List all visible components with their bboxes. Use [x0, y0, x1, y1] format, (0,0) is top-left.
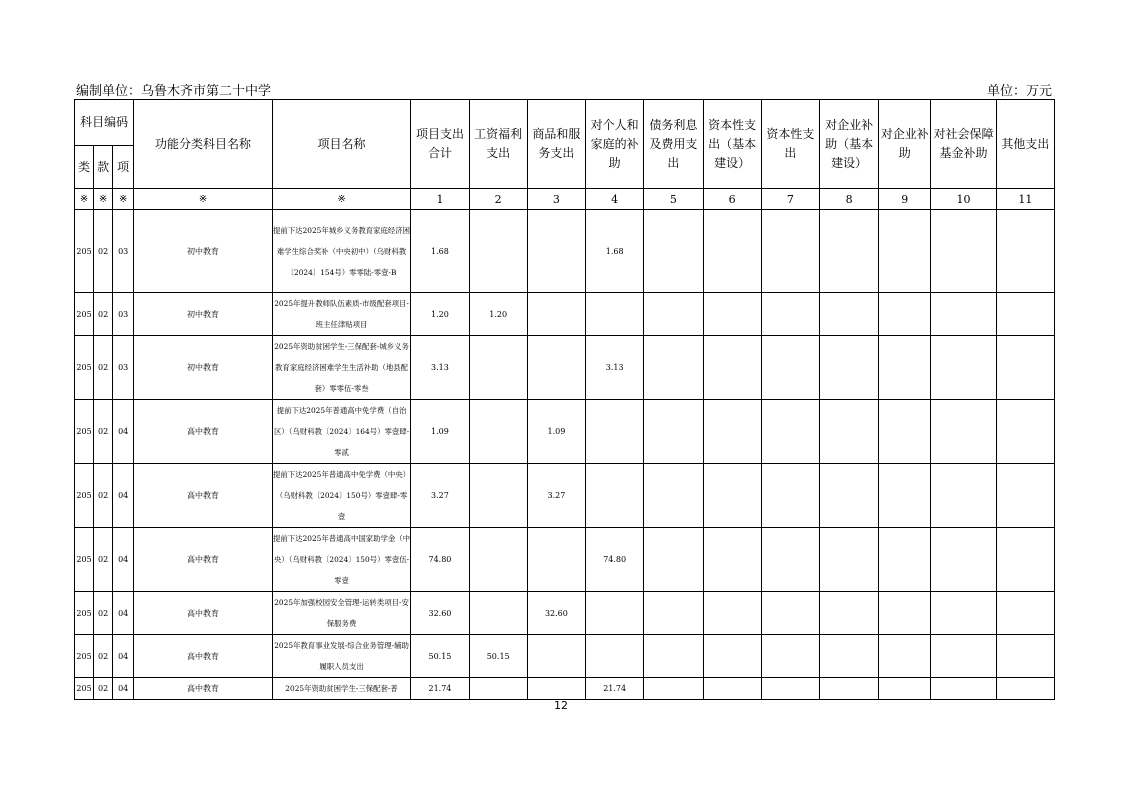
func-name-cell: 高中教育 [134, 400, 273, 464]
header-col-9: 对企业补助 [879, 100, 931, 189]
kuan-cell: 02 [94, 293, 113, 336]
xiang-cell: 04 [113, 635, 134, 678]
wage-cell [469, 528, 527, 592]
lei-cell: 205 [75, 464, 94, 528]
xiang-cell: 03 [113, 336, 134, 400]
header-col-4: 对个人和家庭的补助 [586, 100, 644, 189]
wage-cell: 1.20 [469, 293, 527, 336]
mark-cell: ※ [75, 189, 94, 210]
xiang-cell: 04 [113, 592, 134, 635]
total-cell: 3.13 [411, 336, 469, 400]
project-name-cell: 2025年提升教师队伍素质-市级配套项目-班主任津贴项目 [272, 293, 411, 336]
budget-table [74, 99, 1055, 700]
subsidy-cell: 74.80 [586, 528, 644, 592]
kuan-cell: 02 [94, 678, 113, 700]
wage-cell [469, 592, 527, 635]
index-cell: 3 [527, 189, 585, 210]
lei-cell: 205 [75, 528, 94, 592]
kuan-cell: 02 [94, 528, 113, 592]
subsidy-cell: 21.74 [586, 678, 644, 700]
project-name-cell: 提前下达2025年普通高中免学费（中央）（乌财科教〔2024〕150号）零壹肆-零壹 [272, 464, 411, 528]
wage-cell [469, 400, 527, 464]
index-cell: 7 [761, 189, 819, 210]
kuan-cell: 02 [94, 400, 113, 464]
subsidy-cell: 3.13 [586, 336, 644, 400]
lei-cell: 205 [75, 678, 94, 700]
index-cell: 2 [469, 189, 527, 210]
func-name-cell: 高中教育 [134, 635, 273, 678]
project-name-cell: 2025年教育事业发展-综合业务管理-辅助履职人员支出 [272, 635, 411, 678]
mark-cell: ※ [94, 189, 113, 210]
xiang-cell: 03 [113, 293, 134, 336]
header-col-3: 商品和服务支出 [527, 100, 585, 189]
wage-cell [469, 336, 527, 400]
project-name-cell: 2025年加强校园安全管理-运转类项目-安保服务费 [272, 592, 411, 635]
header-project-name: 项目名称 [272, 100, 411, 189]
wage-cell: 50.15 [469, 635, 527, 678]
index-cell: 6 [703, 189, 761, 210]
header-col-2: 工资福利支出 [469, 100, 527, 189]
table-row [75, 400, 1055, 464]
header-col-7: 资本性支出 [761, 100, 819, 189]
func-name-cell: 高中教育 [134, 464, 273, 528]
page-number: 12 [554, 699, 568, 712]
lei-cell: 205 [75, 635, 94, 678]
mark-cell: ※ [272, 189, 411, 210]
func-name-cell: 初中教育 [134, 336, 273, 400]
kuan-cell: 02 [94, 592, 113, 635]
xiang-cell: 04 [113, 464, 134, 528]
xiang-cell: 04 [113, 400, 134, 464]
header-col-11: 其他支出 [996, 100, 1054, 189]
project-name-cell: 提前下达2025年普通高中免学费（自治区）（乌财科教〔2024〕164号）零壹肆-零贰 [272, 400, 411, 464]
total-cell: 1.68 [411, 210, 469, 293]
kuan-cell: 02 [94, 210, 113, 293]
header-kuan: 款 [94, 146, 113, 189]
compiling-unit-label: 编制单位：乌鲁木齐市第二十中学 [76, 84, 272, 99]
table-row [75, 293, 1055, 336]
header-col-1: 项目支出合计 [411, 100, 469, 189]
index-cell: 8 [819, 189, 878, 210]
mark-cell: ※ [134, 189, 273, 210]
goods-cell [527, 635, 585, 678]
total-cell: 1.20 [411, 293, 469, 336]
func-name-cell: 初中教育 [134, 293, 273, 336]
table-row [75, 678, 1055, 700]
table-row [75, 635, 1055, 678]
index-cell: 10 [931, 189, 996, 210]
kuan-cell: 02 [94, 635, 113, 678]
index-cell: 11 [996, 189, 1054, 210]
lei-cell: 205 [75, 293, 94, 336]
xiang-cell: 04 [113, 678, 134, 700]
goods-cell: 1.09 [527, 400, 585, 464]
header-func-name: 功能分类科目名称 [134, 100, 273, 189]
goods-cell [527, 210, 585, 293]
column-index-row [75, 189, 1055, 210]
lei-cell: 205 [75, 592, 94, 635]
header-lei: 类 [75, 146, 94, 189]
index-cell: 4 [586, 189, 644, 210]
kuan-cell: 02 [94, 336, 113, 400]
xiang-cell: 04 [113, 528, 134, 592]
goods-cell [527, 678, 585, 700]
total-cell: 50.15 [411, 635, 469, 678]
header-col-6: 资本性支出（基本建设） [703, 100, 761, 189]
subsidy-cell [586, 293, 644, 336]
table-row [75, 528, 1055, 592]
table-row [75, 592, 1055, 635]
total-cell: 1.09 [411, 400, 469, 464]
header-xiang: 项 [113, 146, 134, 189]
table-row [75, 464, 1055, 528]
subsidy-cell: 1.68 [586, 210, 644, 293]
project-name-cell: 提前下达2025年城乡义务教育家庭经济困难学生综合奖补（中央初中）（乌财科教〔2024〕154号）零零陆-零壹-B [272, 210, 411, 293]
total-cell: 3.27 [411, 464, 469, 528]
func-name-cell: 高中教育 [134, 678, 273, 700]
xiang-cell: 03 [113, 210, 134, 293]
total-cell: 32.60 [411, 592, 469, 635]
project-name-cell: 提前下达2025年普通高中国家助学金（中央）（乌财科教〔2024〕150号）零壹伍-零壹 [272, 528, 411, 592]
kuan-cell: 02 [94, 464, 113, 528]
wage-cell [469, 464, 527, 528]
func-name-cell: 高中教育 [134, 592, 273, 635]
mark-cell: ※ [113, 189, 134, 210]
lei-cell: 205 [75, 336, 94, 400]
table-row [75, 336, 1055, 400]
total-cell: 21.74 [411, 678, 469, 700]
goods-cell [527, 336, 585, 400]
subsidy-cell [586, 400, 644, 464]
goods-cell [527, 528, 585, 592]
header-col-8: 对企业补助（基本建设） [819, 100, 878, 189]
lei-cell: 205 [75, 400, 94, 464]
index-cell: 9 [879, 189, 931, 210]
goods-cell: 32.60 [527, 592, 585, 635]
func-name-cell: 初中教育 [134, 210, 273, 293]
lei-cell: 205 [75, 210, 94, 293]
currency-unit-label: 单位：万元 [986, 84, 1052, 99]
index-cell: 5 [644, 189, 703, 210]
wage-cell [469, 210, 527, 293]
header-col-10: 对社会保障基金补助 [931, 100, 996, 189]
wage-cell [469, 678, 527, 700]
header-col-5: 债务利息及费用支出 [644, 100, 703, 189]
table-row [75, 210, 1055, 293]
subsidy-cell [586, 635, 644, 678]
header-code-group: 科目编码 [75, 100, 134, 146]
index-cell: 1 [411, 189, 469, 210]
subsidy-cell [586, 592, 644, 635]
goods-cell: 3.27 [527, 464, 585, 528]
project-name-cell: 2025年资助贫困学生-三保配套-城乡义务教育家庭经济困难学生生活补助（地县配套）零零伍-零叁 [272, 336, 411, 400]
goods-cell [527, 293, 585, 336]
subsidy-cell [586, 464, 644, 528]
func-name-cell: 高中教育 [134, 528, 273, 592]
project-name-cell: 2025年资助贫困学生-三保配套-普 [272, 678, 411, 700]
total-cell: 74.80 [411, 528, 469, 592]
